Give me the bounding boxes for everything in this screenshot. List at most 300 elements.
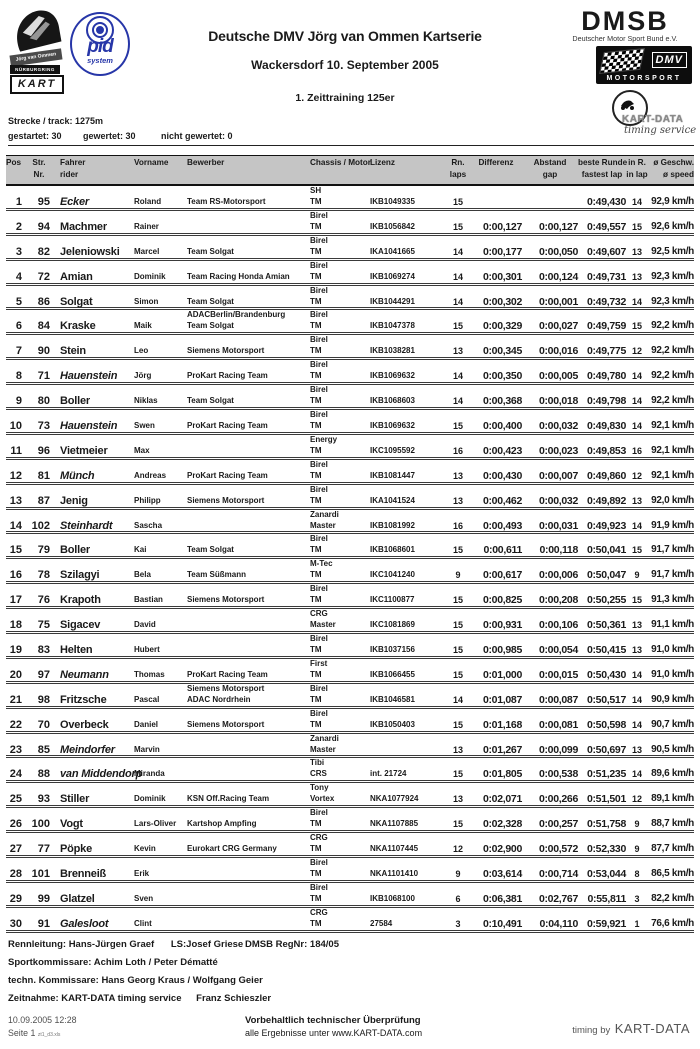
in-lap-cell: 9 <box>634 570 640 581</box>
laps-cell: 16 <box>452 445 463 456</box>
kart-number-cell: 90 <box>37 345 50 358</box>
col-avg-speed: ø Geschw. ø speed <box>653 158 694 179</box>
in-lap-cell: 15 <box>631 321 642 332</box>
difference-cell: 0:00,462 <box>482 494 522 507</box>
in-lap-cell: 14 <box>631 396 642 407</box>
technical-stewards-line: techn. Kommissare: Hans Georg Kraus / Wolfgang Geier <box>8 975 263 986</box>
kart-number-cell: 96 <box>37 444 50 457</box>
firstname-cell: Thomas <box>134 669 165 679</box>
difference-cell: 0:00,611 <box>483 544 522 557</box>
laps-cell: 15 <box>452 545 463 556</box>
entry-counts <box>8 131 694 146</box>
position-cell: 22 <box>9 718 22 731</box>
entrant-cell: Siemens Motorsport <box>187 346 265 356</box>
fastest-lap-cell: 0:49,731 <box>586 270 626 283</box>
difference-cell: 0:00,301 <box>482 270 522 283</box>
entrant-cell: ProKart Racing Team <box>187 421 268 431</box>
avg-speed-cell: 92,3 km/h <box>651 270 694 282</box>
firstname-cell: Jörg <box>134 371 152 381</box>
difference-cell: 0:01,000 <box>482 668 522 681</box>
kart-number-cell: 77 <box>37 843 50 856</box>
kart-number-cell: 81 <box>37 469 50 482</box>
difference-cell: 0:00,825 <box>482 594 522 607</box>
licence-cell: IKB1069632 <box>370 371 415 381</box>
chassis-motor-cell: Birel TM <box>310 484 328 505</box>
firstname-cell: Clint <box>134 918 152 928</box>
col-in-lap: in R. in lap <box>626 158 648 179</box>
avg-speed-cell: 92,2 km/h <box>651 395 694 407</box>
gap-cell: 0:00,127 <box>538 220 578 233</box>
kart-number-cell: 80 <box>37 395 50 408</box>
entrant-cell: Team Solgat <box>187 545 234 555</box>
fastest-lap-cell: 0:50,047 <box>586 569 626 582</box>
difference-cell: 0:00,493 <box>482 519 522 532</box>
rider-name-cell: Pöpke <box>60 843 93 856</box>
position-cell: 24 <box>9 768 22 781</box>
gap-cell: 0:04,110 <box>539 917 578 930</box>
table-row <box>6 211 694 236</box>
difference-cell: 0:00,423 <box>482 444 522 457</box>
kart-number-cell: 93 <box>37 793 50 806</box>
licence-cell: int. 21724 <box>370 769 407 779</box>
page-file-label: zt1_d3.xls <box>37 1032 61 1038</box>
entrant-cell: Eurokart CRG Germany <box>187 844 277 854</box>
avg-speed-cell: 90,7 km/h <box>651 718 694 730</box>
difference-cell: 0:06,381 <box>482 892 522 905</box>
rider-name-cell: Amian <box>60 270 93 283</box>
in-lap-cell: 15 <box>631 595 642 606</box>
in-lap-cell: 13 <box>631 271 642 282</box>
timekeeping-line <box>8 990 568 1008</box>
firstname-cell: David <box>134 620 156 630</box>
in-lap-cell: 14 <box>631 769 642 780</box>
fastest-lap-cell: 0:51,235 <box>586 768 626 781</box>
chassis-motor-cell: Birel TM <box>310 310 328 331</box>
gap-cell: 0:00,032 <box>538 494 578 507</box>
kart-number-cell: 99 <box>37 892 50 905</box>
rider-name-cell: Glatzel <box>60 892 95 905</box>
firstname-cell: Roland <box>134 197 162 206</box>
laps-cell: 13 <box>452 470 463 481</box>
laps-cell: 15 <box>452 819 463 830</box>
in-lap-cell: 12 <box>631 470 642 481</box>
kartdata-wordmark: KART-DATA <box>622 114 684 125</box>
kart-number-cell: 91 <box>37 917 50 930</box>
difference-cell: 0:03,614 <box>482 868 522 881</box>
position-cell: 26 <box>9 818 22 831</box>
licence-cell: IKB1081447 <box>370 470 415 480</box>
dmv-wordmark: DMV <box>652 52 687 68</box>
kart-number-cell: 85 <box>37 743 50 756</box>
in-lap-cell: 14 <box>631 694 642 705</box>
kart-number-cell: 86 <box>37 295 50 308</box>
fastest-lap-cell: 0:49,759 <box>586 320 626 333</box>
chassis-motor-cell: Birel TM <box>310 634 328 655</box>
fastest-lap-cell: 0:49,853 <box>586 444 626 457</box>
position-cell: 18 <box>9 619 22 632</box>
position-cell: 7 <box>15 345 22 358</box>
dmsb-wordmark: DMSB <box>581 6 669 36</box>
rider-name-cell: Jenig <box>60 494 88 507</box>
laps-cell: 15 <box>452 669 463 680</box>
gap-cell: 0:00,118 <box>539 544 578 557</box>
position-cell: 20 <box>9 668 22 681</box>
entrant-cell: ProKart Racing Team <box>187 669 268 679</box>
chassis-motor-cell: Birel TM <box>310 808 328 829</box>
rider-name-cell: Stiller <box>60 793 90 806</box>
laps-cell: 14 <box>452 296 463 307</box>
position-cell: 8 <box>15 370 22 383</box>
avg-speed-cell: 86,5 km/h <box>651 868 694 880</box>
kart-number-cell: 87 <box>37 494 50 507</box>
in-lap-cell: 8 <box>634 869 640 880</box>
chassis-motor-cell: Birel TM <box>310 260 328 281</box>
chassis-motor-cell: CRG Master <box>310 609 336 630</box>
gap-cell: 0:00,572 <box>538 843 578 856</box>
dmsb-caption: Deutscher Motor Sport Bund e.V. <box>572 34 678 43</box>
firstname-cell: Sven <box>134 893 154 903</box>
table-row <box>6 758 694 783</box>
jvo-banner-label: Jörg van Ommen <box>9 48 62 66</box>
laps-cell: 14 <box>452 246 463 257</box>
col-firstname: Vorname <box>134 158 169 167</box>
position-cell: 15 <box>9 544 22 557</box>
entrant-cell: Siemens Motorsport <box>187 719 265 729</box>
entrant-cell <box>187 734 310 757</box>
gap-cell: 0:00,081 <box>538 718 578 731</box>
rider-name-cell: Helten <box>60 644 93 657</box>
fastest-lap-cell: 0:49,923 <box>586 519 626 532</box>
gap-cell: 0:00,016 <box>538 345 578 358</box>
avg-speed-cell: 91,9 km/h <box>651 519 694 531</box>
rider-name-cell: Boller <box>60 395 90 408</box>
chassis-motor-cell: CRG TM <box>310 907 328 928</box>
race-director: Rennleitung: Hans-Jürgen Graef <box>8 939 155 950</box>
table-row <box>6 584 694 609</box>
track-length: Strecke / track: 1275m <box>8 116 104 126</box>
laps-cell: 3 <box>455 918 461 929</box>
chassis-motor-cell: Zanardi Master <box>310 509 339 530</box>
gap-cell: 0:00,106 <box>538 619 578 632</box>
table-row <box>6 310 694 335</box>
gap-cell: 0:00,257 <box>538 818 578 831</box>
in-lap-cell: 13 <box>631 645 642 656</box>
avg-speed-cell: 92,9 km/h <box>651 196 694 207</box>
chassis-motor-cell: Birel TM <box>310 360 328 381</box>
gap-cell: 0:00,027 <box>538 320 578 333</box>
series-title: Deutsche DMV Jörg van Ommen Kartserie <box>208 28 482 44</box>
chassis-motor-cell: Birel TM <box>310 708 328 729</box>
firstname-cell: Pascal <box>134 694 160 704</box>
in-lap-cell: 12 <box>631 794 642 805</box>
avg-speed-cell: 90,9 km/h <box>651 693 694 705</box>
chassis-motor-cell: SH TM <box>310 186 322 206</box>
firstname-cell: Bastian <box>134 595 163 605</box>
col-difference: Differenz <box>478 158 514 167</box>
firstname-cell: Dominik <box>134 794 166 804</box>
licence-cell: NKA1077924 <box>370 794 419 804</box>
pid-circle-icon <box>96 26 104 34</box>
firstname-cell: Dominik <box>134 271 166 281</box>
avg-speed-cell: 89,1 km/h <box>651 793 694 805</box>
in-lap-cell: 9 <box>634 844 640 855</box>
rider-name-cell: Neumann <box>60 668 109 681</box>
licence-cell: IKB1037156 <box>370 645 415 655</box>
entrant-cell: ADACBerlin/Brandenburg Team Solgat <box>187 310 286 331</box>
dmv-motorsport-logo <box>596 46 692 84</box>
kart-number-cell: 98 <box>37 693 50 706</box>
licence-cell: IKB1056842 <box>370 221 415 231</box>
position-cell: 30 <box>9 917 22 930</box>
chassis-motor-cell: Birel TM <box>310 335 328 356</box>
laps-cell: 14 <box>452 371 463 382</box>
position-cell: 23 <box>9 743 22 756</box>
entrant-cell <box>187 908 310 931</box>
entrant-cell <box>187 435 310 458</box>
kart-number-cell: 97 <box>37 668 50 681</box>
avg-speed-cell: 92,2 km/h <box>651 345 694 357</box>
laps-cell: 15 <box>452 421 463 432</box>
fastest-lap-cell: 0:49,775 <box>586 345 626 358</box>
gap-cell: 0:00,023 <box>538 444 578 457</box>
chassis-motor-cell: Tony Vortex <box>310 783 335 804</box>
difference-cell: 0:00,430 <box>482 469 522 482</box>
laps-cell: 15 <box>452 221 463 232</box>
avg-speed-cell: 91,3 km/h <box>651 594 694 606</box>
fastest-lap-cell: 0:49,430 <box>586 196 626 208</box>
chassis-motor-cell: Birel TM <box>310 534 328 555</box>
col-pos: Pos <box>6 158 22 167</box>
avg-speed-cell: 91,0 km/h <box>651 644 694 656</box>
dmv-motorsport-label: MOTORSPORT <box>606 75 682 82</box>
table-row <box>6 435 694 460</box>
results-table <box>6 155 694 933</box>
entrant-cell: Siemens Motorsport ADAC Nordrhein <box>187 683 265 704</box>
difference-cell: 0:00,177 <box>482 245 522 258</box>
entrant-cell: Team RS-Motorsport <box>187 197 266 206</box>
table-row <box>6 410 694 435</box>
avg-speed-cell: 88,7 km/h <box>651 818 694 830</box>
col-licence: Lizenz <box>370 158 396 167</box>
in-lap-cell: 13 <box>631 495 642 506</box>
avg-speed-cell: 91,1 km/h <box>651 619 694 631</box>
avg-speed-cell: 92,1 km/h <box>651 420 694 432</box>
table-row <box>6 261 694 286</box>
checkered-flag-icon <box>599 48 645 74</box>
chassis-motor-cell: Birel TM <box>310 210 328 231</box>
laps-cell: 13 <box>452 744 463 755</box>
entrant-cell: Team Solgat <box>187 246 234 256</box>
in-lap-cell: 14 <box>631 296 642 307</box>
rider-name-cell: Vogt <box>60 818 83 831</box>
fastest-lap-cell: 0:49,860 <box>586 469 626 482</box>
avg-speed-cell: 91,7 km/h <box>651 569 694 581</box>
table-header <box>6 155 694 186</box>
fastest-lap-cell: 0:50,598 <box>586 718 626 731</box>
table-row <box>6 634 694 659</box>
rider-name-cell: Vietmeier <box>60 444 108 457</box>
rider-name-cell: Solgat <box>60 295 93 308</box>
kart-silhouette-icon <box>619 97 637 111</box>
position-cell: 17 <box>9 594 22 607</box>
position-cell: 29 <box>9 892 22 905</box>
laps-cell: 9 <box>455 570 461 581</box>
gap-cell: 0:02,767 <box>538 892 578 905</box>
col-laps: Rn. laps <box>449 158 467 179</box>
gap-cell: 0:00,266 <box>538 793 578 806</box>
avg-speed-cell: 91,7 km/h <box>651 544 694 556</box>
position-cell: 19 <box>9 644 22 657</box>
table-row <box>6 908 694 933</box>
kart-number-cell: 84 <box>37 320 50 333</box>
fastest-lap-cell: 0:49,798 <box>586 395 626 408</box>
session-info <box>8 116 697 146</box>
table-row <box>6 559 694 584</box>
kart-number-cell: 94 <box>37 220 50 233</box>
col-chassis-motor: Chassis / Motor <box>310 158 371 167</box>
difference-cell: 0:00,302 <box>482 295 522 308</box>
kartdata-brand: KART-DATA <box>614 1021 690 1036</box>
gap-cell: 0:00,087 <box>538 693 578 706</box>
kart-number-cell: 82 <box>37 245 50 258</box>
fastest-lap-cell: 0:59,921 <box>586 917 626 930</box>
difference-cell: 0:00,617 <box>482 569 522 582</box>
kart-number-cell: 78 <box>37 569 50 582</box>
table-row <box>6 609 694 634</box>
entrant-cell <box>187 634 310 657</box>
gap-cell: 0:00,005 <box>538 370 578 383</box>
in-lap-cell: 3 <box>634 893 640 904</box>
dmsb-reg-number: DMSB RegNr: 184/05 <box>245 939 339 950</box>
entrant-cell: Team Racing Honda Amian <box>187 271 290 281</box>
laps-cell: 12 <box>452 844 463 855</box>
licence-cell: IKB1068603 <box>370 396 415 406</box>
firstname-cell: Max <box>134 445 150 455</box>
gap-cell: 0:00,099 <box>538 743 578 756</box>
table-row <box>6 286 694 311</box>
difference-cell: 0:01,168 <box>482 718 522 731</box>
firstname-cell: Marvin <box>134 744 160 754</box>
print-info <box>8 1014 77 1042</box>
avg-speed-cell: 90,5 km/h <box>651 743 694 755</box>
chassis-motor-cell: First TM <box>310 658 328 679</box>
firstname-cell: Philipp <box>134 495 161 505</box>
position-cell: 28 <box>9 868 22 881</box>
pid-system-logo <box>70 12 130 76</box>
kart-number-cell: 83 <box>37 644 50 657</box>
licence-cell: IKB1069274 <box>370 271 415 281</box>
in-lap-cell: 15 <box>631 545 642 556</box>
firstname-cell: Rainer <box>134 221 159 231</box>
in-lap-cell: 1 <box>634 918 640 929</box>
licence-cell: IKB1046581 <box>370 694 415 704</box>
table-row <box>6 858 694 883</box>
laps-cell: 15 <box>452 645 463 656</box>
rider-name-cell: Kraske <box>60 320 96 333</box>
laps-cell: 15 <box>452 197 463 207</box>
position-cell: 9 <box>15 395 22 408</box>
laps-cell: 15 <box>452 620 463 631</box>
ls-official: LS:Josef Griese <box>170 939 244 950</box>
kart-number-cell: 88 <box>37 768 50 781</box>
gap-cell: 0:00,054 <box>538 644 578 657</box>
licence-cell: NKA1107885 <box>370 819 419 829</box>
gap-cell: 0:00,007 <box>538 469 578 482</box>
rider-name-cell: Galesloot <box>60 917 109 930</box>
firstname-cell: Swen <box>134 421 155 431</box>
in-lap-cell: 9 <box>634 819 640 830</box>
position-cell: 5 <box>15 295 22 308</box>
position-cell: 2 <box>15 220 22 233</box>
table-row <box>6 833 694 858</box>
fastest-lap-cell: 0:50,041 <box>586 544 626 557</box>
entrant-cell: Siemens Motorsport <box>187 595 265 605</box>
entrant-cell: Kartshop Ampfing <box>187 819 257 829</box>
gap-cell: 0:00,032 <box>538 420 578 433</box>
table-row <box>6 684 694 709</box>
laps-cell: 14 <box>452 396 463 407</box>
difference-cell: 0:00,400 <box>482 420 522 433</box>
position-cell: 14 <box>9 519 22 532</box>
kart-number-cell: 101 <box>31 868 50 881</box>
chassis-motor-cell: Birel TM <box>310 385 328 406</box>
fastest-lap-cell: 0:50,415 <box>586 644 626 657</box>
chassis-motor-cell: Tibi CRS <box>310 758 327 779</box>
kart-label: KART <box>10 75 64 94</box>
difference-cell: 0:02,328 <box>482 818 522 831</box>
fastest-lap-cell: 0:49,830 <box>586 420 626 433</box>
avg-speed-cell: 87,7 km/h <box>651 843 694 855</box>
chassis-motor-cell: M-Tec TM <box>310 559 333 580</box>
firstname-cell: Marcel <box>134 246 160 256</box>
fastest-lap-cell: 0:50,430 <box>586 668 626 681</box>
col-kart-number: Str. Nr. <box>32 158 46 179</box>
difference-cell: 0:00,127 <box>482 220 522 233</box>
entrant-cell: KSN Off.Racing Team <box>187 794 270 804</box>
licence-cell: IKC1095592 <box>370 445 415 455</box>
entrant-cell <box>187 758 310 781</box>
gap-cell: 0:00,124 <box>538 270 578 283</box>
not-classified-count: nicht gewertet: 0 <box>161 131 233 141</box>
rider-name-cell: Fritzsche <box>60 693 107 706</box>
in-lap-cell: 13 <box>631 246 642 257</box>
difference-cell: 0:00,350 <box>482 370 522 383</box>
position-cell: 6 <box>15 320 22 333</box>
entrant-cell: ProKart Racing Team <box>187 371 268 381</box>
rider-name-cell: Steinhardt <box>60 519 113 532</box>
position-cell: 3 <box>15 245 22 258</box>
print-datetime: 10.09.2005 12:28 <box>8 1015 77 1025</box>
licence-cell: IKB1038281 <box>370 346 415 356</box>
chassis-motor-cell: Zanardi Master <box>310 733 339 754</box>
timing-service-label: timing service <box>624 125 697 136</box>
licence-cell: IKC1041240 <box>370 570 415 580</box>
licence-cell: IKA1041665 <box>370 246 415 256</box>
entrant-cell: Team Süßmann <box>187 570 246 580</box>
entrant-cell <box>187 883 310 906</box>
chassis-motor-cell: Birel TM <box>310 882 328 903</box>
rider-name-cell: Stein <box>60 345 86 358</box>
entrant-cell: Team Solgat <box>187 296 234 306</box>
difference-cell: 0:00,985 <box>482 644 522 657</box>
avg-speed-cell: 92,1 km/h <box>651 444 694 456</box>
rider-name-cell: Meindorfer <box>60 743 115 756</box>
licence-cell: IKA1041524 <box>370 495 415 505</box>
table-row <box>6 385 694 410</box>
in-lap-cell: 14 <box>631 371 642 382</box>
chassis-motor-cell: Birel TM <box>310 584 328 605</box>
rider-name-cell: van Middendorp <box>60 768 143 781</box>
